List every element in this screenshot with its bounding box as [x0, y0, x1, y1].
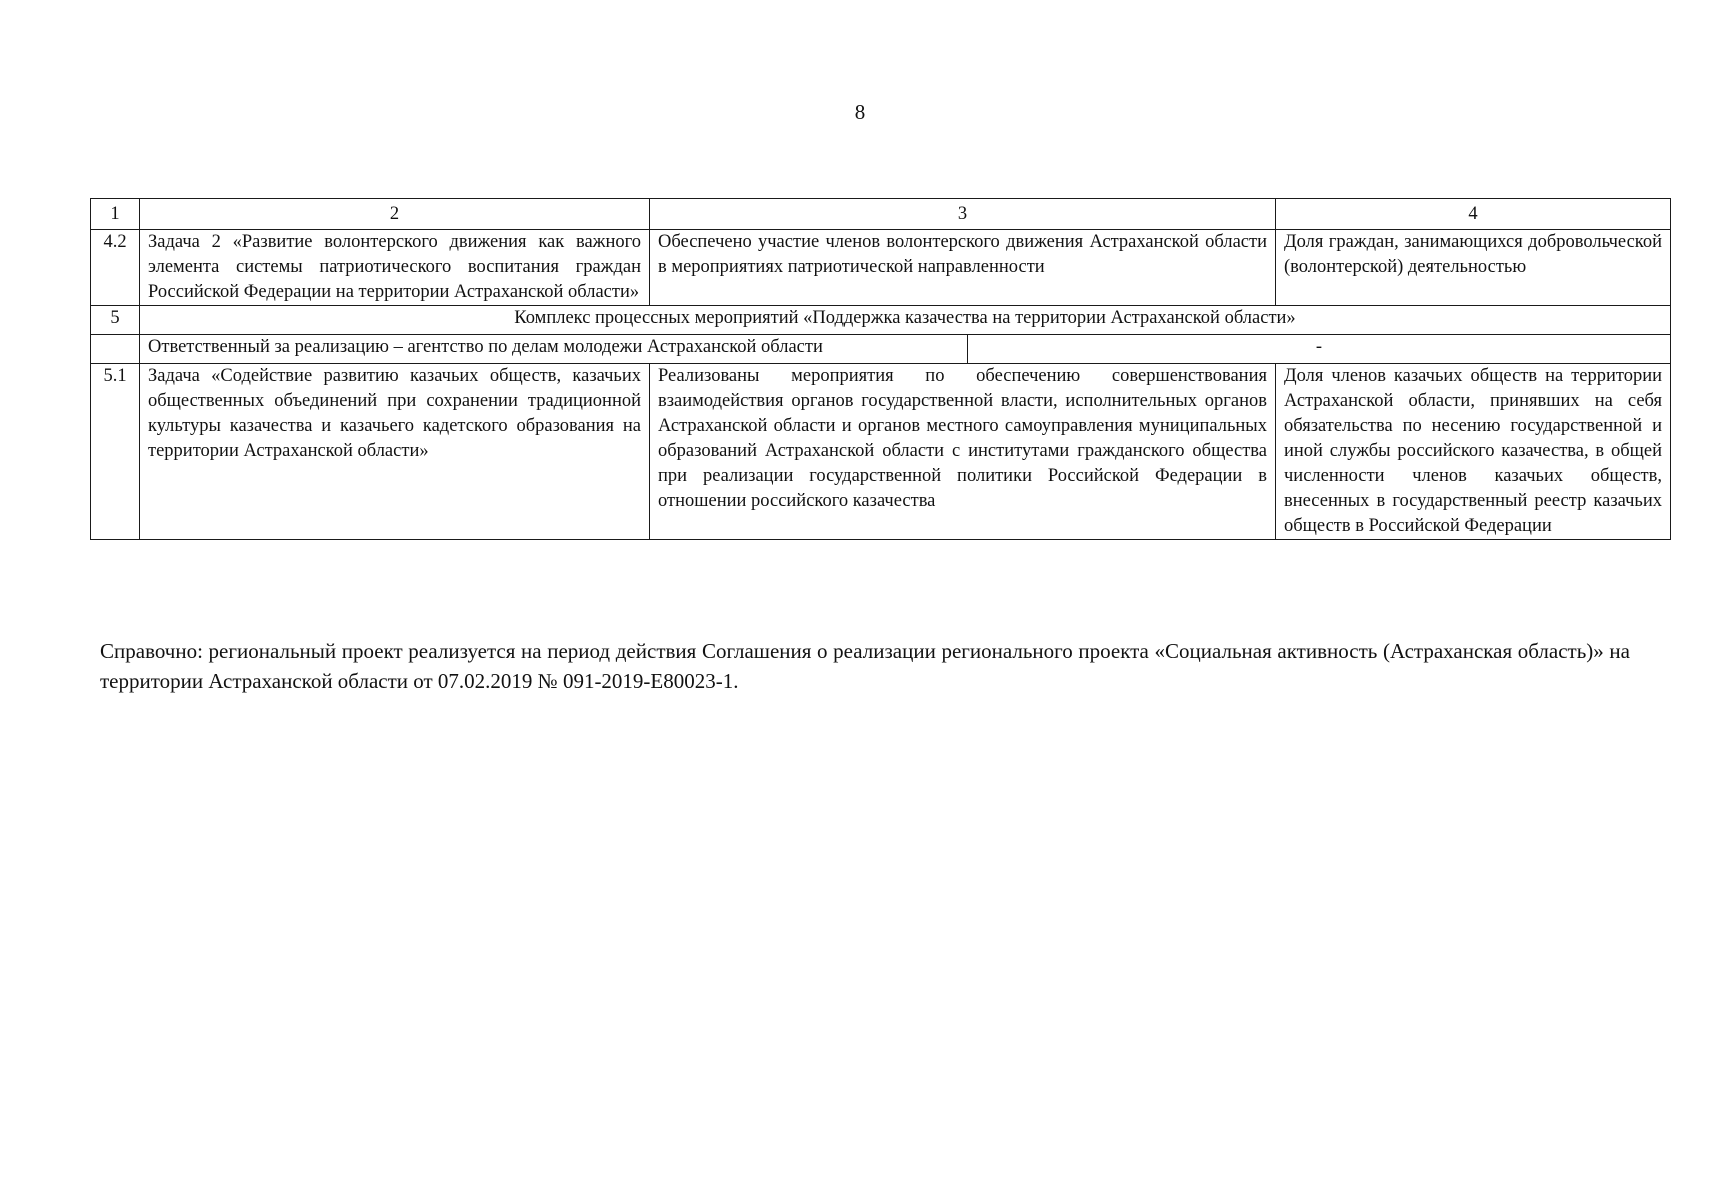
- responsible-text: Ответственный за реализацию – агентство по делам молодежи Астраханской области: [140, 335, 968, 363]
- table-row-5: [91, 306, 1671, 335]
- activities-table: [90, 198, 1671, 540]
- responsible-value: -: [1315, 337, 1323, 357]
- result-cell: Обеспечено участие членов волонтерского движения Астраханской области в мероприятиях патриотической направленности: [650, 230, 1276, 306]
- indicator-cell: Доля граждан, занимающихся добровольческой (волонтерской) деятельностью: [1276, 230, 1671, 306]
- task-cell: Задача 2 «Развитие волонтерского движения как важного элемента системы патриотического воспитания граждан Российской Федерации на территории Астраханской области»: [140, 230, 650, 306]
- indicator-cell: Доля членов казачьих обществ на территории Астраханской области, принявших на себя обязательства по несению государственной и иной службы российского казачества, в общей численности членов казачьих обществ, внесенных в государственный реестр казачьих обществ в Российской Федерации: [1276, 364, 1671, 540]
- page-number: 8: [854, 100, 866, 124]
- row-number-empty: [91, 335, 140, 364]
- table-row-4-2: [91, 230, 1671, 306]
- row-number: 4.2: [91, 230, 140, 306]
- header-col-4: 4: [1276, 199, 1671, 230]
- table-row-5-1: [91, 364, 1671, 540]
- result-cell: Реализованы мероприятия по обеспечению совершенствования взаимодействия органов государственной власти, исполнительных органов Астраханской области и органов местного самоуправления муниципальных образований Астраханской области с институтами гражданского общества при реализации государственной политики Российской Федерации в отношении российского казачества: [650, 364, 1276, 540]
- responsible-cell: [140, 335, 1671, 364]
- header-col-3: 3: [650, 199, 1276, 230]
- header-col-1: 1: [91, 199, 140, 230]
- reference-note: Справочно: региональный проект реализуется на период действия Соглашения о реализации регионального проекта «Социальная активность (Астраханская область)» на территории Астраханской области от 07.02.2019 № 091-2019-Е80023-1.: [100, 639, 1630, 693]
- table-header-row: [91, 199, 1671, 230]
- table-row-responsible: [91, 335, 1671, 364]
- complex-title: Комплекс процессных мероприятий «Поддержка казачества на территории Астраханской области»: [140, 306, 1671, 335]
- row-number: 5: [91, 306, 140, 335]
- header-col-2: 2: [140, 199, 650, 230]
- row-number: 5.1: [91, 364, 140, 540]
- task-cell: Задача «Содействие развитию казачьих обществ, казачьих общественных объединений при сохранении традиционной культуры казачества и казачьего кадетского образования на территории Астраханской области»: [140, 364, 650, 540]
